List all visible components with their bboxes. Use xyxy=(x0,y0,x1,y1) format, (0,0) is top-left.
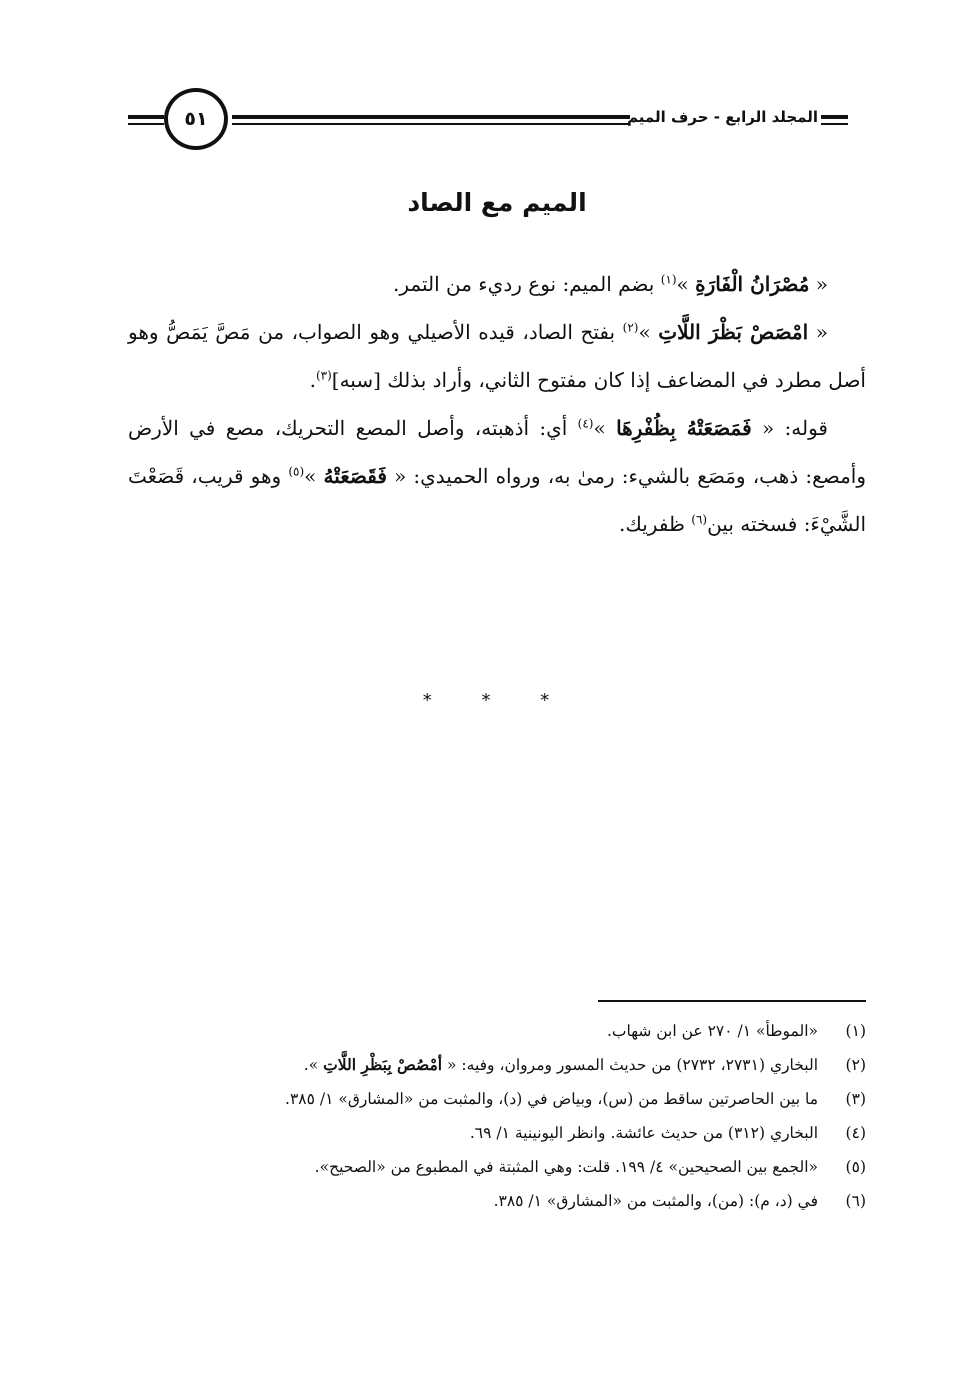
footnote-text: البخاري (٣١٢) من حديث عائشة. وانظر اليونينية ١/ ٦٩. xyxy=(469,1124,818,1142)
footnote-marker[interactable]: (٢) xyxy=(622,320,639,335)
entry-text: أي: أذهبته، وأصل المصع التحريك، مصع في الأرض وأمصع: ذهب، ومَصَع بالشيء: رمىٰ به، ورواه الحميدي: « xyxy=(128,416,867,488)
footnote-text: ما بين الحاصرتين ساقط من (س)، وبياض في (د)، والمثبت من «المشارق» ١/ ٣٨٥. xyxy=(285,1090,818,1108)
header-rule-middle xyxy=(232,115,630,127)
entry-text-end: . xyxy=(309,368,316,392)
footnote-text: في (د، م): (من)، والمثبت من «المشارق» ١/ ٣٨٥. xyxy=(493,1192,818,1210)
footnote-quote: أمْصُصْ بِبَظْرِ اللَّاتِ xyxy=(323,1055,443,1074)
entry-text: وهو قريب، قَصَعْتَ الشَّيْءَ: فسخته بين xyxy=(128,464,866,536)
entry-text: ظفريك. xyxy=(619,512,692,536)
footnote-item xyxy=(128,1048,866,1082)
quote-close: » xyxy=(676,272,696,296)
running-header xyxy=(128,88,848,154)
footnote-text-end: ». xyxy=(303,1056,324,1074)
entry-text: بضم الميم: نوع رديء من التمر. xyxy=(392,272,661,296)
footnote-item xyxy=(128,1184,866,1218)
quote-open: « xyxy=(809,272,828,296)
section-title: الميم مع الصاد xyxy=(407,188,587,217)
quote-close: » xyxy=(304,464,324,488)
footnote-marker[interactable]: (٤) xyxy=(577,416,594,431)
footnote-text: «الجمع بين الصحيحين» ٤/ ١٩٩. قلت: وهي المثبتة في المطبوع من «الصحيح». xyxy=(314,1158,818,1176)
quote-close: » xyxy=(638,320,659,344)
footnote-item xyxy=(128,1014,866,1048)
quote-close: » xyxy=(593,416,617,440)
footnote-number: (٥) xyxy=(845,1158,866,1176)
footnote-number: (٢) xyxy=(845,1056,866,1074)
footnote-item xyxy=(128,1116,866,1150)
footnote-marker[interactable]: (٥) xyxy=(288,464,305,479)
footnote-marker[interactable]: (٣) xyxy=(315,368,332,383)
quote-open: « xyxy=(808,320,828,344)
entry-lemma: امْصَصْ بَظْرَ اللَّاتِ xyxy=(658,320,809,344)
section-separator: * * * xyxy=(422,690,572,711)
footnote-item xyxy=(128,1082,866,1116)
footnote-marker[interactable]: (٦) xyxy=(691,512,708,527)
entry-lead: قوله: « xyxy=(751,416,828,440)
footnote-item xyxy=(128,1150,866,1184)
entry-paragraph xyxy=(128,404,866,548)
footnote-number: (١) xyxy=(845,1022,866,1040)
running-title: المجلد الرابع - حرف الميم xyxy=(627,108,818,126)
entry-text: بفتح الصاد، قيده الأصيلي وهو الصواب، من مَصَّ يَمَصُّ وهو أصل مطرد في المضاعف إذا كان مفتوح الثاني، وأراد بذلك [سبه] xyxy=(128,320,866,392)
footnote-number: (٣) xyxy=(845,1090,866,1108)
footnote-text: «الموطأ» ١/ ٢٧٠ عن ابن شهاب. xyxy=(606,1022,818,1040)
footnote-rule xyxy=(598,1000,866,1002)
footnotes xyxy=(128,1014,866,1218)
header-rule-right xyxy=(821,115,848,127)
header-rule-left xyxy=(128,115,164,127)
footnote-number: (٦) xyxy=(845,1192,866,1210)
entry-paragraph xyxy=(128,260,866,308)
footnote-text-wrap xyxy=(128,1048,818,1082)
entry-lemma: مُصْرَانُ الْفَارَةِ xyxy=(695,272,810,296)
entry-paragraph xyxy=(128,308,866,404)
page-number: ٥١ xyxy=(164,88,228,150)
entry-lemma: فَمَصَعَتْهُ بِظُفْرِهَا xyxy=(616,416,752,440)
body-text xyxy=(128,260,866,548)
entry-lemma-variant: فَقَصَعَتْهُ xyxy=(323,464,387,488)
footnote-marker[interactable]: (١) xyxy=(660,272,677,287)
footnote-number: (٤) xyxy=(845,1124,866,1142)
footnote-text: البخاري (٢٧٣١، ٢٧٣٢) من حديث المسور ومروان، وفيه: « xyxy=(442,1056,818,1074)
